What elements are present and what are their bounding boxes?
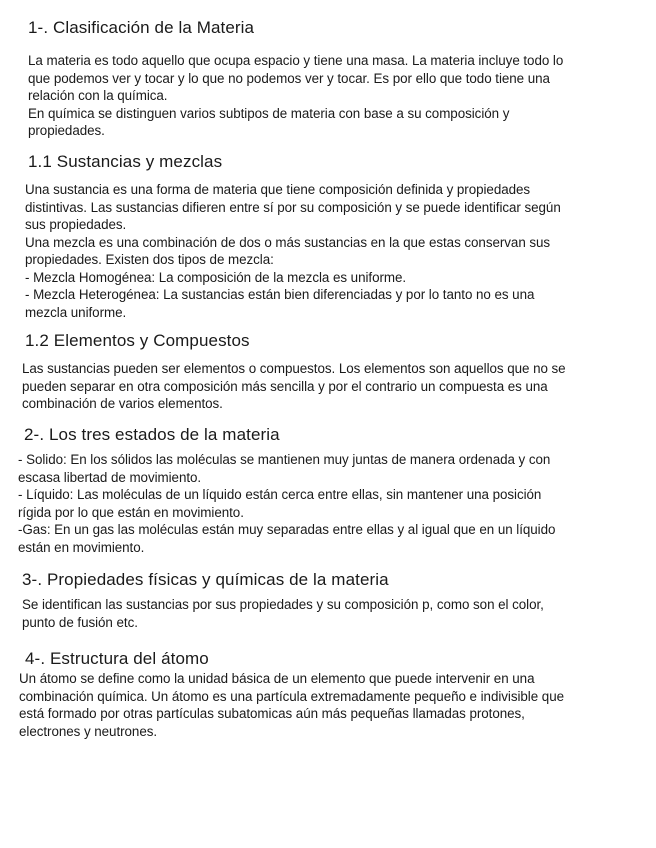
section-heading: 1.1 Sustancias y mezclas — [28, 152, 223, 171]
section-clasificacion — [28, 18, 648, 140]
section-body: - Solido: En los sólidos las moléculas se mantienen muy juntas de manera ordenada y con escasa libertad de movimiento. - Líquido: Las moléculas de un líquido están cerca entre ellas, sin mantener una posición rígida por lo que están en movimiento. -Gas: En un gas las moléculas están muy separadas entre ellas y al igual que en un líquido están en movimiento. — [18, 452, 556, 555]
section-heading: 2-. Los tres estados de la materia — [24, 425, 280, 444]
section-heading: 3-. Propiedades físicas y químicas de la materia — [22, 570, 389, 589]
section-sustancias-mezclas — [25, 152, 648, 321]
section-elementos-compuestos — [22, 331, 650, 413]
section-body: Las sustancias pueden ser elementos o compuestos. Los elementos son aquellos que no se pueden separar en otra composición más sencilla y por el contrario un compuesta es una combinación de varios elementos. — [22, 361, 566, 411]
section-heading: 1.2 Elementos y Compuestos — [25, 331, 250, 350]
section-estados-materia — [18, 425, 649, 556]
section-heading: 1-. Clasificación de la Materia — [28, 18, 255, 37]
section-body: Se identifican las sustancias por sus propiedades y su composición p, como son el color, punto de fusión etc. — [22, 597, 544, 630]
section-propiedades — [22, 570, 647, 631]
section-body: Un átomo se define como la unidad básica de un elemento que puede intervenir en una combinación química. Un átomo es una partícula extremadamente pequeño e indivisible que está formado por otras partículas subatomicas aún más pequeñas llamadas protones, electrones y neutrones. — [19, 671, 564, 739]
section-estructura-atomo — [19, 649, 650, 740]
section-body: La materia es todo aquello que ocupa espacio y tiene una masa. La materia incluye todo lo que podemos ver y tocar y lo que no podemos ver y tocar. Es por ello que todo tiene una relación con la química. En química se distinguen varios subtipos de materia con base a su composición y propiedades. — [28, 53, 564, 138]
section-body: Una sustancia es una forma de materia que tiene composición definida y propiedades distintivas. Las sustancias difieren entre sí por su composición y se puede identificar según sus propiedades. Una mezcla es una combinación de dos o más sustancias en la que estas conservan sus propiedades. Existen dos tipos de mezcla: - Mezcla Homogénea: La composición de la mezcla es uniforme. - Mezcla Heterogénea: La sustancias están bien diferenciadas y por lo tanto no es una mezcla uniforme. — [25, 182, 561, 320]
section-heading: 4-. Estructura del átomo — [25, 649, 209, 668]
